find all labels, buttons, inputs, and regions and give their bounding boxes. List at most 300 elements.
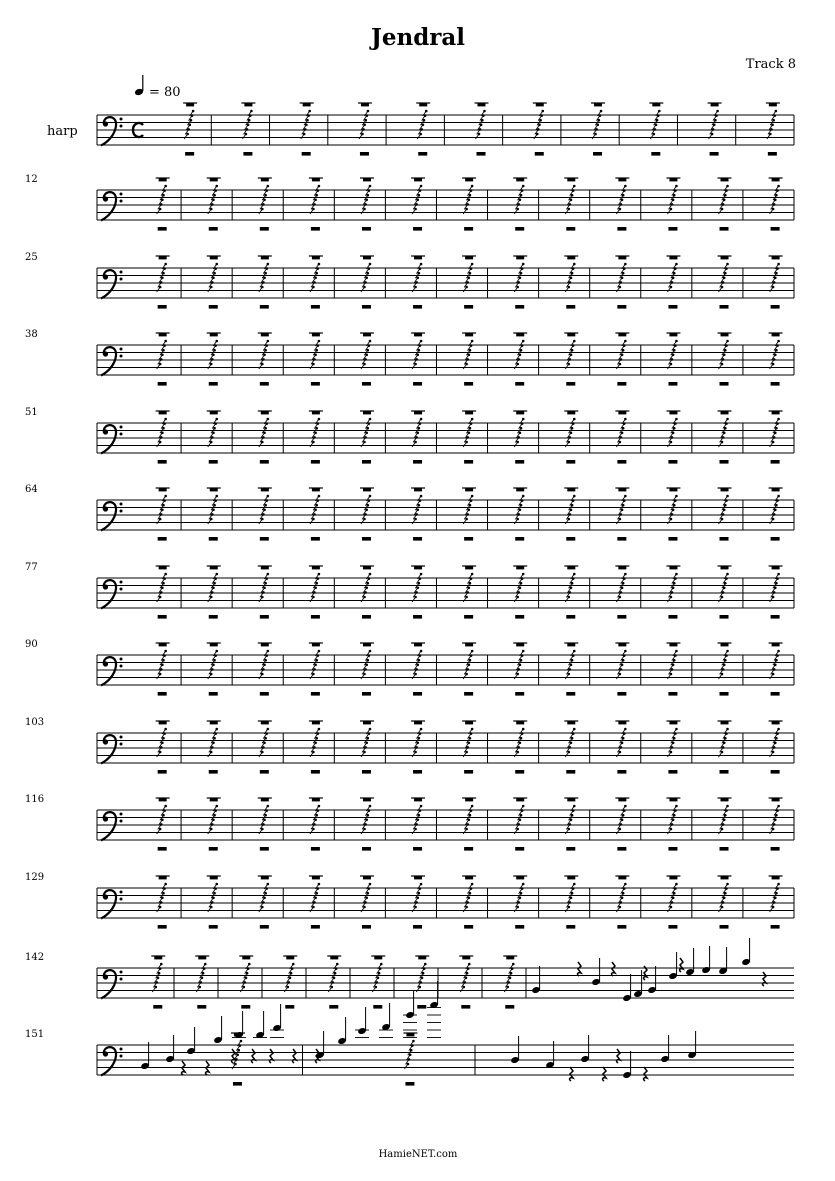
whole-rest-icon — [159, 798, 167, 801]
whole-rest-icon — [210, 566, 218, 569]
whole-rest-icon — [464, 692, 473, 696]
whole-rest-icon — [515, 847, 524, 851]
measure-number: 129 — [25, 872, 45, 883]
whole-rest-icon — [465, 643, 473, 646]
whole-rest-icon — [617, 847, 626, 851]
whole-rest-icon — [720, 537, 729, 541]
whole-rest-icon — [669, 876, 677, 879]
whole-rest-icon — [515, 692, 524, 696]
whole-rest-icon — [465, 566, 473, 569]
whole-rest-icon — [209, 227, 218, 231]
whole-rest-icon — [159, 876, 167, 879]
whole-rest-icon — [261, 876, 269, 879]
whole-rest-icon — [720, 227, 729, 231]
whole-rest-icon — [159, 178, 167, 181]
whole-rest-icon — [721, 643, 729, 646]
whole-rest-icon — [363, 643, 371, 646]
whole-rest-icon — [414, 798, 422, 801]
whole-rest-icon — [363, 798, 371, 801]
bass-clef-icon — [101, 580, 116, 608]
whole-rest-icon — [617, 227, 626, 231]
whole-rest-icon — [362, 770, 371, 774]
whole-rest-icon — [618, 333, 626, 336]
whole-rest-icon — [414, 488, 422, 491]
whole-rest-icon — [516, 178, 524, 181]
whole-rest-icon — [303, 103, 311, 106]
whole-rest-icon — [465, 333, 473, 336]
bass-clef-icon — [101, 970, 116, 998]
whole-rest-icon — [413, 847, 422, 851]
whole-rest-icon — [651, 152, 660, 156]
whole-rest-icon — [311, 460, 320, 464]
whole-rest-icon — [362, 537, 371, 541]
staff-system — [25, 484, 794, 541]
whole-rest-icon — [374, 956, 382, 959]
whole-rest-icon — [413, 925, 422, 929]
whole-rest-icon — [772, 876, 780, 879]
whole-rest-icon — [418, 152, 427, 156]
whole-rest-icon — [567, 876, 575, 879]
whole-rest-icon — [566, 227, 575, 231]
whole-rest-icon — [244, 103, 252, 106]
whole-rest-icon — [567, 721, 575, 724]
whole-rest-icon — [720, 770, 729, 774]
measure-number: 151 — [25, 1029, 45, 1040]
whole-rest-icon — [515, 770, 524, 774]
whole-rest-icon — [159, 566, 167, 569]
whole-rest-icon — [414, 333, 422, 336]
whole-rest-icon — [233, 1082, 242, 1086]
bass-clef-icon — [101, 347, 116, 375]
whole-rest-icon — [209, 925, 218, 929]
whole-rest-icon — [242, 956, 250, 959]
measure-number: 51 — [25, 407, 38, 418]
whole-rest-icon — [669, 178, 677, 181]
whole-rest-icon — [312, 798, 320, 801]
whole-rest-icon — [515, 615, 524, 619]
staff-system — [25, 794, 794, 851]
whole-rest-icon — [312, 488, 320, 491]
whole-rest-icon — [465, 178, 473, 181]
staff-system — [25, 252, 794, 309]
whole-rest-icon — [209, 615, 218, 619]
whole-rest-icon — [285, 1005, 294, 1009]
whole-rest-icon — [362, 615, 371, 619]
whole-rest-icon — [720, 925, 729, 929]
whole-rest-icon — [362, 305, 371, 309]
whole-rest-icon — [362, 227, 371, 231]
whole-rest-icon — [617, 692, 626, 696]
whole-rest-icon — [515, 537, 524, 541]
whole-rest-icon — [464, 615, 473, 619]
whole-rest-icon — [505, 1005, 514, 1009]
whole-rest-icon — [406, 1033, 414, 1036]
whole-rest-icon — [363, 566, 371, 569]
whole-rest-icon — [198, 956, 206, 959]
whole-rest-icon — [464, 305, 473, 309]
staff-systems — [25, 103, 794, 1086]
whole-rest-icon — [567, 411, 575, 414]
whole-rest-icon — [668, 305, 677, 309]
whole-rest-icon — [566, 537, 575, 541]
whole-rest-icon — [669, 721, 677, 724]
whole-rest-icon — [668, 460, 677, 464]
whole-rest-icon — [363, 256, 371, 259]
whole-rest-icon — [261, 721, 269, 724]
whole-rest-icon — [312, 333, 320, 336]
track-label: Track 8 — [745, 57, 796, 72]
bass-clef-icon — [101, 657, 116, 685]
whole-rest-icon — [209, 382, 218, 386]
whole-rest-icon — [210, 333, 218, 336]
whole-rest-icon — [668, 925, 677, 929]
whole-rest-icon — [669, 488, 677, 491]
whole-rest-icon — [158, 537, 167, 541]
staff-system — [97, 103, 794, 156]
whole-rest-icon — [465, 256, 473, 259]
whole-rest-icon — [312, 178, 320, 181]
whole-rest-icon — [311, 305, 320, 309]
whole-rest-icon — [721, 411, 729, 414]
whole-rest-icon — [771, 227, 780, 231]
whole-rest-icon — [360, 152, 369, 156]
whole-rest-icon — [418, 956, 426, 959]
whole-rest-icon — [363, 333, 371, 336]
whole-rest-icon — [363, 876, 371, 879]
whole-rest-icon — [311, 925, 320, 929]
measure-number: 77 — [25, 562, 38, 573]
whole-rest-icon — [711, 103, 719, 106]
whole-rest-icon — [158, 925, 167, 929]
staff-system — [25, 329, 794, 386]
whole-rest-icon — [210, 798, 218, 801]
whole-rest-icon — [772, 411, 780, 414]
whole-rest-icon — [772, 333, 780, 336]
quarter-rest-icon — [644, 1067, 647, 1081]
whole-rest-icon — [771, 615, 780, 619]
bass-clef-icon — [101, 1047, 116, 1075]
whole-rest-icon — [260, 305, 269, 309]
whole-rest-icon — [566, 692, 575, 696]
whole-rest-icon — [721, 333, 729, 336]
whole-rest-icon — [311, 537, 320, 541]
whole-rest-icon — [515, 925, 524, 929]
whole-rest-icon — [209, 770, 218, 774]
whole-rest-icon — [668, 537, 677, 541]
quarter-rest-icon — [617, 1049, 620, 1063]
whole-rest-icon — [618, 643, 626, 646]
measure-number: 103 — [25, 717, 45, 728]
whole-rest-icon — [721, 876, 729, 879]
whole-rest-icon — [771, 770, 780, 774]
whole-rest-icon — [210, 721, 218, 724]
bass-clef-icon — [101, 117, 116, 145]
whole-rest-icon — [772, 488, 780, 491]
whole-rest-icon — [567, 256, 575, 259]
quarter-rest-icon — [763, 972, 766, 986]
whole-rest-icon — [209, 305, 218, 309]
whole-rest-icon — [465, 798, 473, 801]
whole-rest-icon — [311, 227, 320, 231]
measure-number: 116 — [25, 794, 45, 805]
whole-rest-icon — [311, 692, 320, 696]
whole-rest-icon — [363, 721, 371, 724]
whole-rest-icon — [414, 643, 422, 646]
bass-clef-icon — [101, 812, 116, 840]
whole-rest-icon — [669, 798, 677, 801]
whole-rest-icon — [567, 333, 575, 336]
whole-rest-icon — [413, 615, 422, 619]
whole-rest-icon — [771, 382, 780, 386]
whole-rest-icon — [477, 103, 485, 106]
whole-rest-icon — [159, 411, 167, 414]
quarter-rest-icon — [612, 962, 615, 976]
whole-rest-icon — [413, 770, 422, 774]
whole-rest-icon — [515, 227, 524, 231]
whole-rest-icon — [669, 256, 677, 259]
measure-number: 142 — [25, 952, 45, 963]
staff-system — [25, 639, 794, 696]
whole-rest-icon — [210, 178, 218, 181]
measure-number: 12 — [25, 174, 38, 185]
whole-rest-icon — [413, 382, 422, 386]
whole-rest-icon — [260, 537, 269, 541]
whole-rest-icon — [362, 925, 371, 929]
measure-number: 25 — [25, 252, 38, 263]
whole-rest-icon — [721, 798, 729, 801]
whole-rest-icon — [260, 847, 269, 851]
whole-rest-icon — [159, 333, 167, 336]
whole-rest-icon — [186, 103, 194, 106]
whole-rest-icon — [413, 305, 422, 309]
whole-rest-icon — [506, 956, 514, 959]
whole-rest-icon — [772, 798, 780, 801]
whole-rest-icon — [330, 956, 338, 959]
quarter-rest-icon — [570, 1067, 573, 1081]
whole-rest-icon — [720, 847, 729, 851]
whole-rest-icon — [312, 411, 320, 414]
whole-rest-icon — [465, 721, 473, 724]
whole-rest-icon — [243, 152, 252, 156]
whole-rest-icon — [769, 103, 777, 106]
whole-rest-icon — [669, 411, 677, 414]
whole-rest-icon — [617, 615, 626, 619]
whole-rest-icon — [209, 537, 218, 541]
whole-rest-icon — [260, 227, 269, 231]
whole-rest-icon — [710, 152, 719, 156]
whole-rest-icon — [516, 721, 524, 724]
whole-rest-icon — [260, 382, 269, 386]
whole-rest-icon — [261, 798, 269, 801]
whole-rest-icon — [414, 256, 422, 259]
whole-rest-icon — [536, 103, 544, 106]
whole-rest-icon — [210, 876, 218, 879]
whole-rest-icon — [721, 566, 729, 569]
whole-rest-icon — [721, 488, 729, 491]
whole-rest-icon — [363, 488, 371, 491]
whole-rest-icon — [566, 460, 575, 464]
whole-rest-icon — [720, 305, 729, 309]
whole-rest-icon — [464, 847, 473, 851]
quarter-rest-icon — [578, 962, 581, 976]
whole-rest-icon — [516, 876, 524, 879]
whole-rest-icon — [516, 488, 524, 491]
whole-rest-icon — [617, 460, 626, 464]
whole-rest-icon — [566, 847, 575, 851]
whole-rest-icon — [286, 956, 294, 959]
whole-rest-icon — [618, 876, 626, 879]
whole-rest-icon — [414, 876, 422, 879]
whole-rest-icon — [771, 925, 780, 929]
whole-rest-icon — [158, 305, 167, 309]
whole-rest-icon — [516, 566, 524, 569]
bass-clef-icon — [101, 735, 116, 763]
bass-clef-icon — [101, 425, 116, 453]
whole-rest-icon — [617, 537, 626, 541]
whole-rest-icon — [465, 488, 473, 491]
whole-rest-icon — [260, 460, 269, 464]
quarter-rest-icon — [252, 1049, 255, 1063]
whole-rest-icon — [669, 566, 677, 569]
whole-rest-icon — [516, 256, 524, 259]
whole-rest-icon — [668, 227, 677, 231]
whole-rest-icon — [566, 925, 575, 929]
whole-rest-icon — [516, 643, 524, 646]
whole-rest-icon — [414, 721, 422, 724]
whole-rest-icon — [567, 566, 575, 569]
whole-rest-icon — [476, 152, 485, 156]
whole-rest-icon — [260, 615, 269, 619]
whole-rest-icon — [312, 256, 320, 259]
whole-rest-icon — [405, 1082, 414, 1086]
whole-rest-icon — [772, 643, 780, 646]
quarter-rest-icon — [232, 1049, 235, 1063]
whole-rest-icon — [772, 721, 780, 724]
staff-system — [25, 407, 794, 464]
whole-rest-icon — [768, 152, 777, 156]
whole-rest-icon — [261, 333, 269, 336]
whole-rest-icon — [158, 770, 167, 774]
whole-rest-icon — [720, 382, 729, 386]
whole-rest-icon — [771, 537, 780, 541]
quarter-rest-icon — [680, 958, 683, 972]
whole-rest-icon — [516, 411, 524, 414]
whole-rest-icon — [158, 692, 167, 696]
whole-rest-icon — [721, 178, 729, 181]
whole-rest-icon — [566, 305, 575, 309]
whole-rest-icon — [311, 615, 320, 619]
quarter-rest-icon — [270, 1049, 273, 1063]
whole-rest-icon — [302, 152, 311, 156]
whole-rest-icon — [311, 382, 320, 386]
whole-rest-icon — [771, 847, 780, 851]
whole-rest-icon — [261, 643, 269, 646]
whole-rest-icon — [153, 1005, 162, 1009]
whole-rest-icon — [515, 305, 524, 309]
whole-rest-icon — [567, 178, 575, 181]
whole-rest-icon — [413, 537, 422, 541]
whole-rest-icon — [419, 103, 427, 106]
whole-rest-icon — [158, 382, 167, 386]
whole-rest-icon — [516, 333, 524, 336]
whole-rest-icon — [312, 721, 320, 724]
whole-rest-icon — [462, 956, 470, 959]
whole-rest-icon — [464, 537, 473, 541]
whole-rest-icon — [312, 876, 320, 879]
whole-rest-icon — [464, 770, 473, 774]
whole-rest-icon — [159, 643, 167, 646]
measure-number: 38 — [25, 329, 38, 340]
whole-rest-icon — [414, 178, 422, 181]
score-title: Jendral — [370, 24, 466, 51]
whole-rest-icon — [154, 956, 162, 959]
bass-clef-icon — [101, 890, 116, 918]
whole-rest-icon — [772, 178, 780, 181]
whole-rest-icon — [197, 1005, 206, 1009]
staff-system — [25, 981, 794, 1086]
staff-system — [25, 717, 794, 774]
bass-clef-icon — [101, 502, 116, 530]
whole-rest-icon — [617, 770, 626, 774]
whole-rest-icon — [669, 333, 677, 336]
whole-rest-icon — [362, 460, 371, 464]
staff-system — [25, 174, 794, 231]
whole-rest-icon — [261, 566, 269, 569]
whole-rest-icon — [261, 411, 269, 414]
whole-rest-icon — [465, 876, 473, 879]
staff-system — [25, 562, 794, 619]
whole-rest-icon — [618, 256, 626, 259]
whole-rest-icon — [260, 692, 269, 696]
tempo-value: = 80 — [149, 85, 181, 100]
whole-rest-icon — [158, 847, 167, 851]
bass-clef-icon — [101, 192, 116, 220]
whole-rest-icon — [567, 643, 575, 646]
whole-rest-icon — [617, 382, 626, 386]
whole-rest-icon — [721, 721, 729, 724]
quarter-rest-icon — [603, 1067, 606, 1081]
whole-rest-icon — [464, 925, 473, 929]
whole-rest-icon — [311, 770, 320, 774]
whole-rest-icon — [618, 566, 626, 569]
whole-rest-icon — [461, 1005, 470, 1009]
whole-rest-icon — [771, 692, 780, 696]
whole-rest-icon — [720, 692, 729, 696]
whole-rest-icon — [668, 615, 677, 619]
whole-rest-icon — [566, 770, 575, 774]
staff-system — [25, 872, 794, 929]
whole-rest-icon — [261, 178, 269, 181]
tempo-marking — [134, 75, 181, 100]
whole-rest-icon — [567, 488, 575, 491]
whole-rest-icon — [210, 488, 218, 491]
bass-clef-icon — [101, 270, 116, 298]
whole-rest-icon — [465, 411, 473, 414]
footer-credit: HamieNET.com — [378, 1149, 458, 1160]
whole-rest-icon — [312, 566, 320, 569]
whole-rest-icon — [158, 615, 167, 619]
whole-rest-icon — [772, 566, 780, 569]
whole-rest-icon — [159, 256, 167, 259]
whole-rest-icon — [617, 925, 626, 929]
whole-rest-icon — [413, 227, 422, 231]
whole-rest-icon — [464, 382, 473, 386]
whole-rest-icon — [362, 382, 371, 386]
whole-rest-icon — [720, 615, 729, 619]
whole-rest-icon — [413, 460, 422, 464]
whole-rest-icon — [515, 460, 524, 464]
whole-rest-icon — [312, 643, 320, 646]
